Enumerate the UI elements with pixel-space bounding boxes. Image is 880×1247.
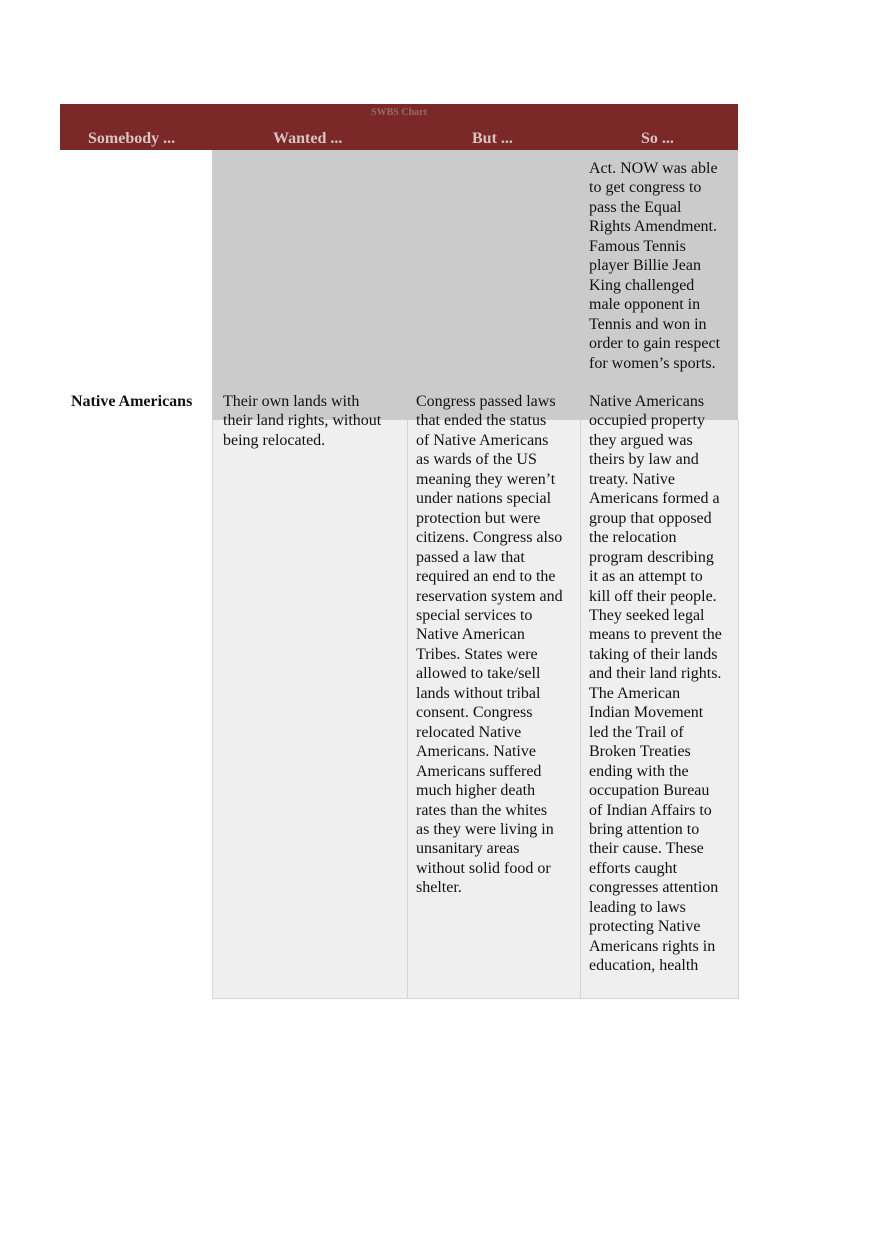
header-somebody: Somebody ... xyxy=(88,130,176,147)
chart-title: SWBS Chart xyxy=(371,107,427,118)
row-so: Native Americans occupied property they argued was theirs by law and treaty. Native Americans formed a group that opposed the relocation program describing it as an attempt to kill off their people. They seeked legal means to prevent the taking of their lands and their land rights. The American Indian Movement led the Trail of Broken Treaties ending with the occupation Bureau of Indian Affairs to bring attention to their cause. These efforts caught congresses attention leading to laws protecting Native Americans rights in education, health xyxy=(589,393,722,975)
header-but: But ... xyxy=(472,130,513,147)
column-divider xyxy=(407,420,408,998)
row-wanted: Their own lands with their land rights, without being relocated. xyxy=(223,393,382,449)
continued-so-cell: Act. NOW was able to get congress to pass the Equal Rights Amendment. Famous Tennis player Billie Jean King challenged male opponent in Tennis and won in order to gain respect for women’s sports. xyxy=(589,160,721,372)
table-header xyxy=(60,104,738,150)
row-somebody: Native Americans xyxy=(71,393,193,410)
header-wanted: Wanted ... xyxy=(273,130,343,147)
row-but: Congress passed laws that ended the status of Native Americans as wards of the US meaning they weren’t under nations special protection but were citizens. Congress also passed a law that required an end to the reservation system and special services to Native American Tribes. States were allowed to take/sell lands without tribal consent. Congress relocated Native Americans. Native Americans suffered much higher death rates than the whites as they were living in unsanitary areas without solid food or shelter. xyxy=(416,393,563,897)
header-so: So ... xyxy=(641,130,674,147)
